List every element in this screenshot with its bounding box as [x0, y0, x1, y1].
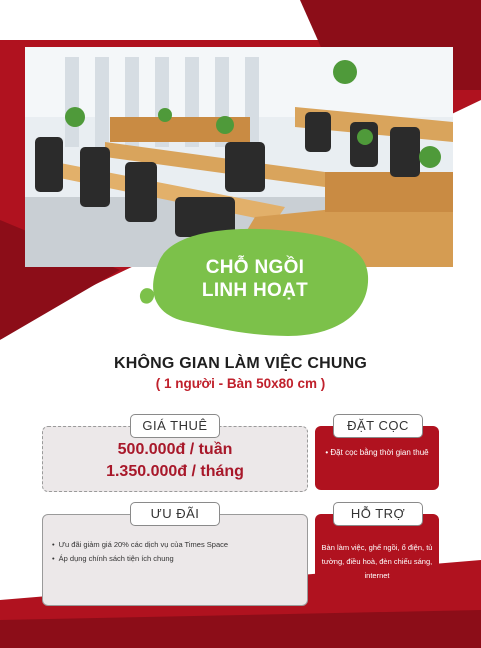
deposit-text: • Đặt cọc bằng thời gian thuê [325, 448, 429, 457]
hero-line-1: CHỖ NGỒI [205, 257, 305, 278]
list-item: • Ưu đãi giảm giá 20% các dịch vụ của Times Space [52, 538, 302, 552]
hero-line-2: LINH HOẠT [201, 280, 309, 301]
hero-title [170, 256, 340, 302]
price-monthly: 1.350.000đ / tháng [106, 463, 244, 480]
price-label: GIÁ THUÊ [130, 414, 220, 438]
support-text: Bàn làm việc, ghế ngồi, ổ điện, tủ tường, điều hoà, đèn chiếu sáng, internet [321, 543, 433, 580]
page-subtitle: ( 1 người - Bàn 50x80 cm ) [155, 376, 326, 391]
list-item: • Áp dụng chính sách tiện ích chung [52, 552, 302, 566]
page-title: KHÔNG GIAN LÀM VIỆC CHUNG [114, 355, 367, 372]
price-weekly: 500.000đ / tuần [117, 441, 233, 458]
deposit-text-value: Đặt cọc bằng thời gian thuê [330, 448, 429, 457]
deposit-label: ĐẶT CỌC [333, 414, 423, 438]
offers-list [52, 538, 302, 566]
offers-label: ƯU ĐÃI [130, 502, 220, 526]
support-label: HỖ TRỢ [333, 502, 423, 526]
